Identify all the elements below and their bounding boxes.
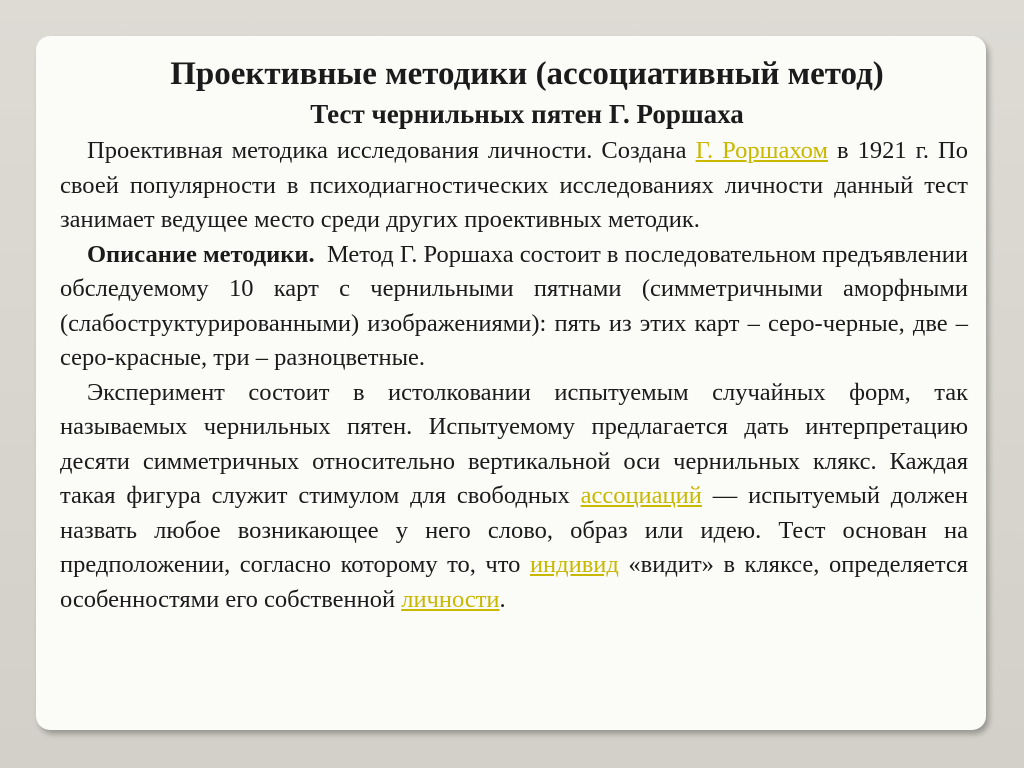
paragraph-intro bbox=[56, 134, 968, 238]
paragraph-text: . bbox=[499, 585, 506, 613]
paragraph-experiment bbox=[56, 376, 968, 618]
paragraph-text: Проективная методика исследования личности. Создана bbox=[87, 137, 696, 164]
link-rorschach[interactable]: Г. Роршахом bbox=[695, 137, 828, 164]
paragraph-description bbox=[56, 238, 975, 376]
slide-title: Проективные методики (ассоциативный метод) bbox=[170, 56, 884, 92]
paragraph-text: Эксперимент состоит в истолковании испытуемым случайных форм, так называемых чернильных пятен. Испытуемому предлагается дать интерпретацию десяти симметричных относительно вертикальной оси чернильных клякс. Каждая такая фигура служит стимулом для свободных bbox=[60, 378, 968, 509]
link-personality[interactable]: личности bbox=[401, 585, 500, 613]
description-heading: Описание методики. bbox=[87, 240, 315, 268]
paragraph-text: Метод Г. Роршаха состоит в последовательном предъявлении обследуемому 10 карт с чернильными пятнами (симметричными аморфными (слабоструктурированными) изображениями): пять из этих карт – серо-черные, две – серо-красные, три – разноцветные. bbox=[60, 240, 975, 371]
paragraph-text: «видит» в кляксе, определяется особенностями его собственной bbox=[60, 551, 968, 613]
link-individual[interactable]: индивид bbox=[529, 551, 619, 578]
link-associations[interactable]: ассоциаций bbox=[580, 482, 702, 509]
paragraph-text: в 1921 г. По своей популярности в психодиагностических исследованиях личности данный тест занимает ведущее место среди других проективных методик. bbox=[60, 137, 968, 233]
slide-card bbox=[36, 36, 986, 730]
slide-subtitle: Тест чернильных пятен Г. Роршаха bbox=[310, 99, 744, 129]
slide-content bbox=[56, 54, 975, 617]
paragraph-text: — испытуемый должен назвать любое возникающее у него слово, образ или идею. Тест основан на предположении, согласно которому то, что bbox=[60, 482, 969, 578]
